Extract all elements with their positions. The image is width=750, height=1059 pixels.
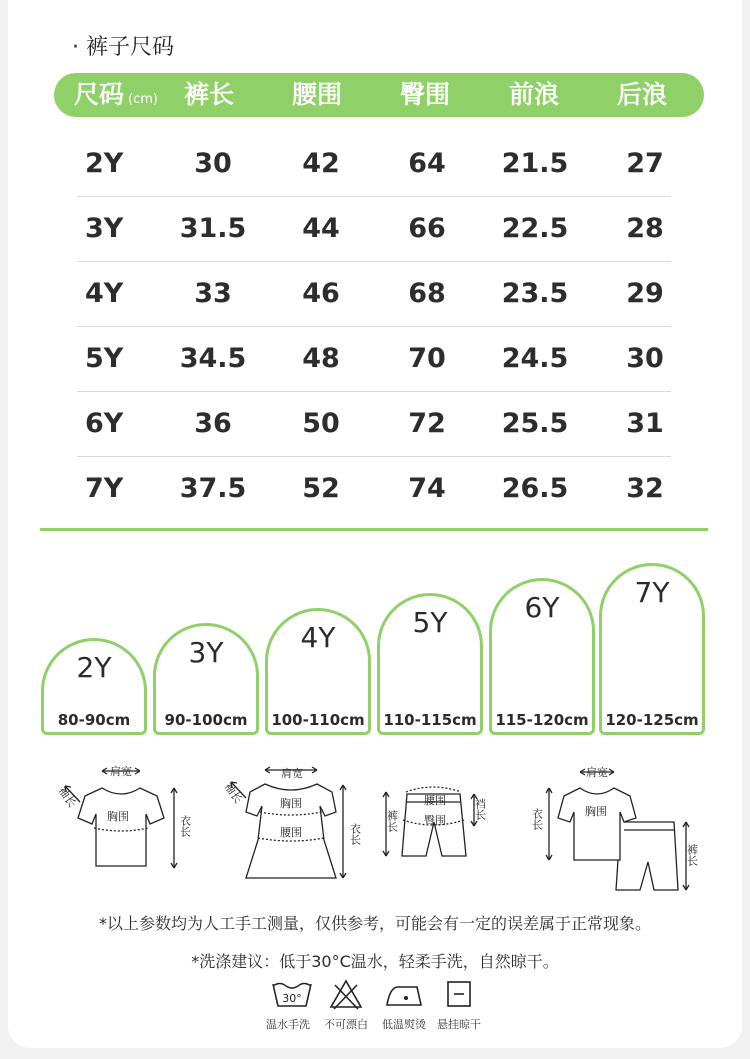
row-value-cell: 25.5 — [501, 408, 569, 439]
care-label-low-iron: 低温熨烫 — [382, 1018, 426, 1031]
label-hip-3: 臀围 — [424, 814, 446, 827]
dress-diagram — [231, 767, 346, 878]
set-diagram — [546, 769, 689, 890]
row-size-cell: 2Y — [85, 148, 124, 179]
measurement-diagrams — [50, 760, 700, 900]
label-sleeve-1: 袖长 — [55, 784, 79, 810]
label-length-1: 衣长 — [178, 815, 192, 837]
row-value-cell: 31 — [626, 408, 664, 439]
measurement-note: *以上参数均为人工手工测量，仅供参考，可能会有一定的误差属于正常现象。 — [98, 914, 651, 933]
row-value-cell: 70 — [408, 343, 446, 374]
header-size-label: 尺码 — [74, 80, 125, 109]
row-value-cell: 22.5 — [501, 213, 569, 244]
row-value-cell: 50 — [302, 408, 340, 439]
row-value-cell: 74 — [408, 473, 446, 504]
table-row — [77, 391, 671, 457]
table-row — [77, 261, 671, 327]
table-row — [77, 196, 671, 262]
header-waist: 腰围 — [291, 80, 342, 109]
care-label-no-bleach: 不可漂白 — [324, 1018, 368, 1031]
row-value-cell: 23.5 — [501, 278, 569, 309]
height-arch-3y — [153, 623, 259, 735]
row-value-cell: 46 — [302, 278, 340, 309]
row-value-cell: 42 — [302, 148, 340, 179]
row-value-cell: 64 — [408, 148, 446, 179]
wash-temp-label: 30° — [282, 992, 302, 1005]
arch-height-range: 80-90cm — [57, 711, 131, 729]
row-value-cell: 21.5 — [501, 148, 569, 179]
row-value-cell: 36 — [194, 408, 232, 439]
arch-size-label: 3Y — [188, 636, 224, 669]
label-chest-2: 胸围 — [280, 797, 302, 810]
header-hip: 臀围 — [399, 80, 450, 109]
row-value-cell: 44 — [302, 213, 340, 244]
label-shoulder-1: 肩宽 — [110, 765, 132, 778]
row-value-cell: 37.5 — [179, 473, 247, 504]
arch-size-label: 6Y — [524, 591, 560, 624]
label-length-4: 衣长 — [530, 808, 544, 830]
row-value-cell: 52 — [302, 473, 340, 504]
height-arch-5y — [377, 593, 483, 735]
table-row — [77, 456, 671, 521]
label-waist-3: 腰围 — [424, 794, 446, 807]
height-arch-6y — [489, 578, 595, 735]
row-value-cell: 24.5 — [501, 343, 569, 374]
section-title: · 裤子尺码 — [72, 35, 174, 60]
label-length-2: 衣长 — [348, 823, 362, 845]
row-size-cell: 4Y — [85, 278, 124, 309]
label-chest-1: 胸围 — [107, 810, 129, 823]
no-bleach-icon — [328, 978, 364, 1010]
row-value-cell: 26.5 — [501, 473, 569, 504]
row-value-cell: 68 — [408, 278, 446, 309]
row-size-cell: 5Y — [85, 343, 124, 374]
label-sleeve-2: 袖长 — [221, 780, 245, 806]
row-value-cell: 29 — [626, 278, 664, 309]
hang-dry-icon — [445, 978, 473, 1010]
label-shoulder-2: 肩宽 — [281, 767, 303, 780]
row-value-cell: 28 — [626, 213, 664, 244]
arch-height-range: 115-120cm — [495, 711, 589, 729]
label-shoulder-4: 肩宽 — [586, 766, 608, 779]
table-row — [77, 131, 671, 197]
wash-advice: *洗涤建议：低于30°C温水，轻柔手洗，自然晾干。 — [191, 952, 559, 971]
row-size-cell: 6Y — [85, 408, 124, 439]
row-value-cell: 32 — [626, 473, 664, 504]
label-chest-4: 胸围 — [585, 805, 607, 818]
label-pants-length-4: 裤长 — [685, 844, 699, 866]
table-row — [77, 326, 671, 392]
label-pants-length-3: 裤长 — [385, 810, 399, 832]
height-arch-7y — [599, 563, 705, 735]
height-arch-4y — [265, 608, 371, 735]
label-crotch-3: 裆长 — [473, 798, 487, 820]
row-value-cell: 48 — [302, 343, 340, 374]
arch-size-label: 4Y — [300, 621, 336, 654]
care-label-hang-dry: 悬挂晾干 — [437, 1018, 481, 1031]
arch-size-label: 2Y — [76, 651, 112, 684]
row-size-cell: 3Y — [85, 213, 124, 244]
header-front-rise: 前浪 — [508, 80, 559, 109]
row-value-cell: 30 — [626, 343, 664, 374]
label-waist-2: 腰围 — [280, 826, 302, 839]
row-value-cell: 30 — [194, 148, 232, 179]
header-pants-length: 裤长 — [183, 80, 234, 109]
section-divider — [40, 528, 708, 531]
arch-height-range: 90-100cm — [164, 711, 248, 729]
row-value-cell: 72 — [408, 408, 446, 439]
arch-height-range: 120-125cm — [605, 711, 699, 729]
row-value-cell: 33 — [194, 278, 232, 309]
row-size-cell: 7Y — [85, 473, 124, 504]
height-arch-2y — [41, 638, 147, 735]
hand-wash-30-icon — [270, 978, 314, 1010]
table-header — [54, 73, 704, 117]
row-value-cell: 34.5 — [179, 343, 247, 374]
arch-size-label: 5Y — [412, 606, 448, 639]
row-value-cell: 66 — [408, 213, 446, 244]
row-value-cell: 31.5 — [179, 213, 247, 244]
arch-height-range: 100-110cm — [271, 711, 365, 729]
arch-size-label: 7Y — [634, 576, 670, 609]
header-unit: (cm) — [128, 92, 158, 107]
care-label-hand-wash: 温水手洗 — [266, 1018, 310, 1031]
header-back-rise: 后浪 — [616, 80, 667, 109]
row-value-cell: 27 — [626, 148, 664, 179]
arch-height-range: 110-115cm — [383, 711, 477, 729]
low-iron-icon — [384, 978, 424, 1010]
